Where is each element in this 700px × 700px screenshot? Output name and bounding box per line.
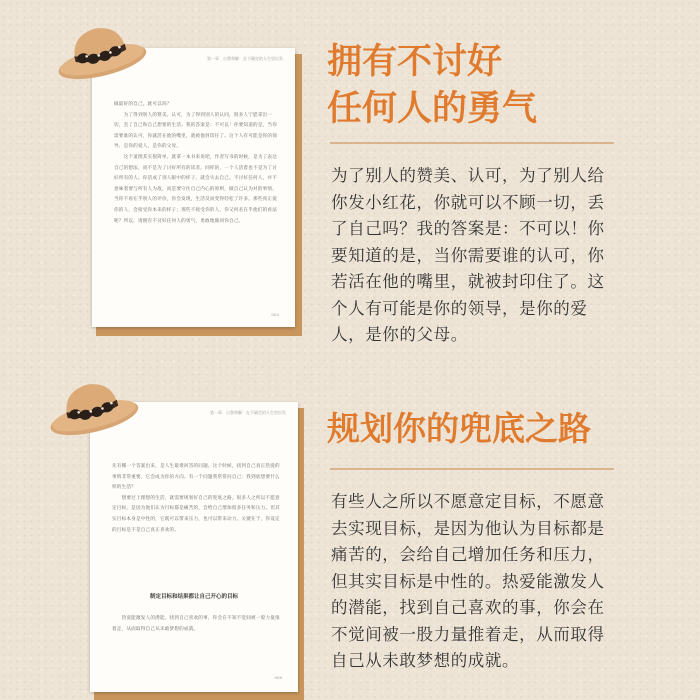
sun-hat-icon xyxy=(44,368,140,444)
section-title xyxy=(327,406,591,452)
title-line: 规划你的兜底之路 xyxy=(327,409,591,448)
page-sub-heading: 制定目标和结果都让自己开心的目标 xyxy=(149,594,238,600)
section-title xyxy=(327,38,537,132)
title-line: 拥有不讨好 xyxy=(327,41,503,82)
page-number: 003 xyxy=(271,312,279,317)
running-head: 第一章 自我和解：在不确定的人生里出发 xyxy=(207,56,283,61)
book-photo-1 xyxy=(92,48,304,336)
title-line: 任何人的勇气 xyxy=(327,88,538,129)
sun-hat-icon xyxy=(52,12,148,88)
book-page xyxy=(90,402,298,692)
page-number: 008 xyxy=(274,675,282,680)
page-body-text: 先有哪一个答案出来，是人生最难回答的问题。这个时候，找到自己真正热爱的事情非常重要，它会成为你的方向。有一个问题我常常问自己：我到底想要什么样的生活？ 想要过上理想的生活，就需要规划好自己的兜底之路。很多人之所以不愿意定目标，是因为他们认为目标都是痛苦的，会给自己增加很多任务和压力。但其实目标本身是中性的，它既可以带来压力，也可以带来动力。关键在于，你设定的目标是不是自己真正喜欢的。 xyxy=(112,464,280,533)
title-underline xyxy=(330,142,614,144)
title-underline xyxy=(330,468,614,470)
section-paragraph: 为了别人的赞美、认可，为了别人给你发小红花，你就可以不顾一切，丢了自己吗？我的答案是：不可以！你要知道的是，当你需要谁的认可，你若活在他的嘴里，就被封印住了。这个人有可能是你的领导，是你的爱人，是你的父母。 xyxy=(331,166,605,344)
section-paragraph: 有些人之所以不愿意定目标，不愿意去实现目标，是因为他认为目标都是痛苦的，会给自己增加任务和压力，但其实目标是中性的。热爱能激发人的潜能，找到自己喜欢的事，你会在不觉间被一股力量推着走，从而取得自己从未敢梦想的成就。 xyxy=(331,492,605,670)
book-page xyxy=(92,48,295,327)
book-photo-2 xyxy=(90,402,306,700)
page-body-text: 热爱能激发人的潜能。找到自己喜欢的事，你会在不知不觉间被一股力量推着走，从而取得自己从未敢梦想的成就。 xyxy=(112,616,280,632)
running-head: 第一章 自我和解：在不确定的人生里出发 xyxy=(210,410,286,415)
page-body-text: 做最好的自己，就可以吗？ 为了得到别人的赞美、认可，为了得到别人的认同，很多人宁愿拿出一切，丢了自己和自己想要的生活。我的答案是：不可以！你要知道的是，当你需要谁的认可，你就活在他的嘴里，就被他封印住了。这个人有可能是你的领导、是你的爱人，是你的父母。 这个道理其实很简单，就拿一本书来说吧，作者写书的时候，是为了表达自己的想法，而不是为了讨好所有的读者。同样的，一个人活着也不是为了讨好所有的人。你活成了别人眼中的样子，就会失去自己。不讨好任何人，并不意味着要与所有人为敌，而是要守住自己内心的原则，做自己认为对的事情。当你不再在乎别人的评价，你会发现，生活反而变得轻松了许多。那些真正爱你的人，会接受你本来的样子；那些不接受你的人，你又何必在乎他们的看法呢？所以，请拥有不讨好任何人的勇气，勇敢地做回你自己。 xyxy=(114,102,277,224)
